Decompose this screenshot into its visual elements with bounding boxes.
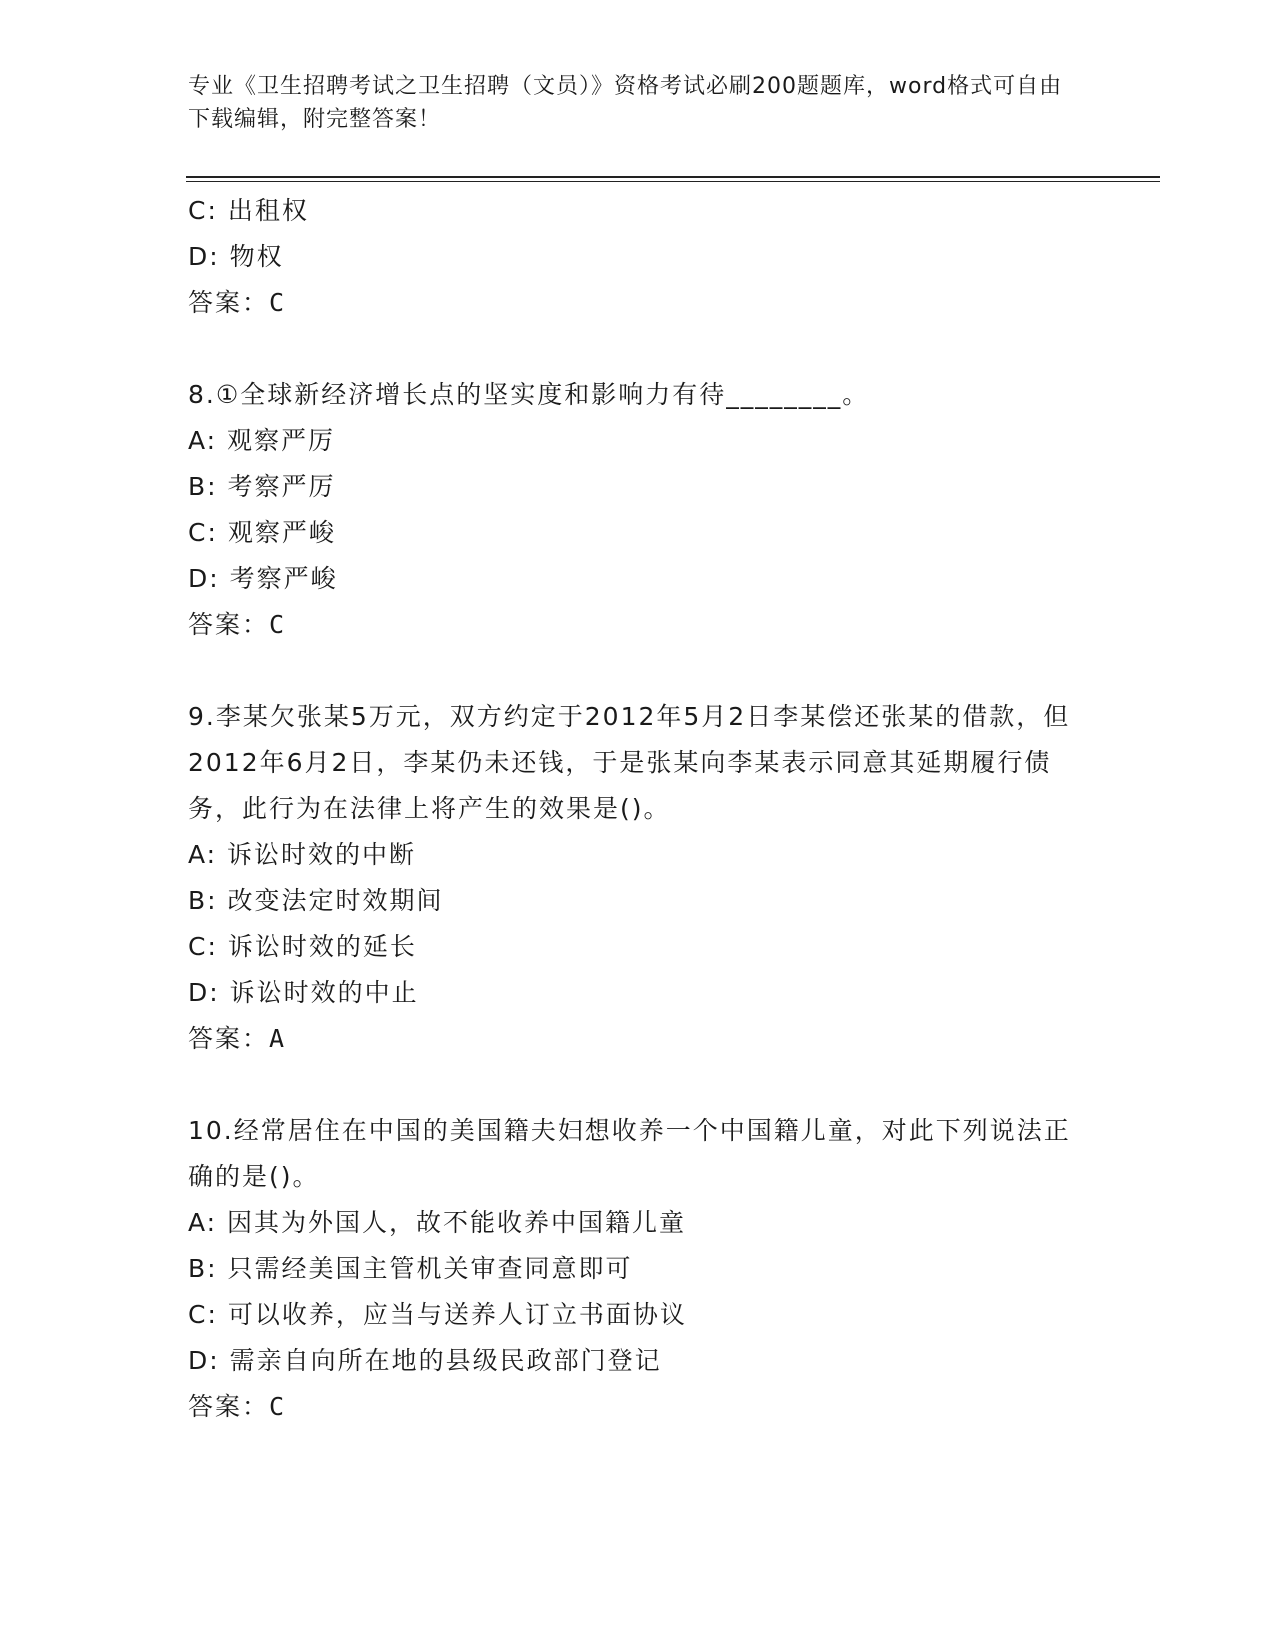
option-b: B: 考察严厉	[188, 472, 336, 501]
answer-line: 答案：A	[188, 1024, 287, 1053]
question-stem: 10.经常居住在中国的美国籍夫妇想收养一个中国籍儿童，对此下列说法正确的是()。	[188, 1116, 1071, 1191]
option-c: C: 出租权	[188, 196, 309, 225]
option-a: A: 诉讼时效的中断	[188, 840, 417, 869]
question-9	[188, 694, 1078, 1062]
question-10	[188, 1108, 1078, 1430]
option-d: D: 考察严峻	[188, 564, 338, 593]
prev-question-block	[188, 188, 1078, 326]
question-stem: 8.①全球新经济增长点的坚实度和影响力有待________。	[188, 380, 870, 409]
answer-line: 答案：C	[188, 288, 287, 317]
option-b: B: 只需经美国主管机关审查同意即可	[188, 1254, 633, 1283]
question-8	[188, 372, 1078, 648]
option-c: C: 诉讼时效的延长	[188, 932, 417, 961]
option-b: B: 改变法定时效期间	[188, 886, 444, 915]
option-a: A: 因其为外国人，故不能收养中国籍儿童	[188, 1208, 687, 1237]
answer-line: 答案：C	[188, 610, 287, 639]
page-header: 专业《卫生招聘考试之卫生招聘（文员）》资格考试必刷200题题库，word格式可自由下载编辑，附完整答案！	[188, 74, 1063, 132]
option-c: C: 观察严峻	[188, 518, 336, 547]
question-stem: 9.李某欠张某5万元，双方约定于2012年5月2日李某偿还张某的借款，但2012年6月2日，李某仍未还钱，于是张某向李某表示同意其延期履行债务，此行为在法律上将产生的效果是()。	[188, 702, 1071, 823]
option-a: A: 观察严厉	[188, 426, 336, 455]
question-list	[188, 188, 1078, 1430]
option-d: D: 需亲自向所在地的县级民政部门登记	[188, 1346, 662, 1375]
header-divider	[186, 176, 1160, 182]
option-d: D: 诉讼时效的中止	[188, 978, 419, 1007]
option-d: D: 物权	[188, 242, 284, 271]
answer-line: 答案：C	[188, 1392, 287, 1421]
option-c: C: 可以收养，应当与送养人订立书面协议	[188, 1300, 687, 1329]
